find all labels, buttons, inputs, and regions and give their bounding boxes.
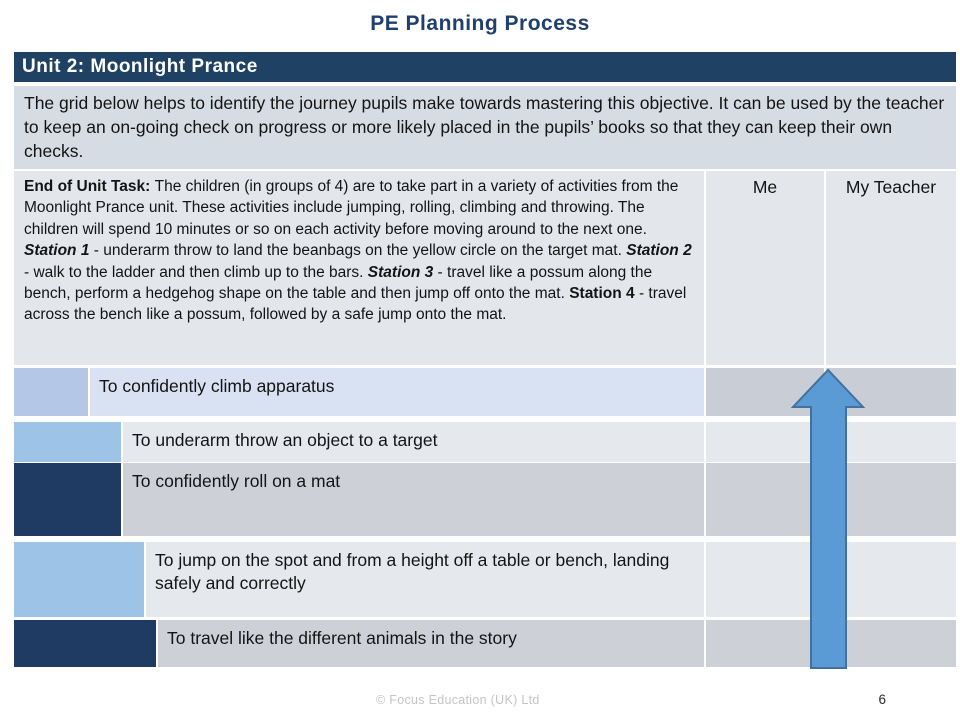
column-header-my-teacher: My Teacher <box>826 171 956 365</box>
objective-level-block <box>14 463 121 536</box>
objective-row <box>14 422 956 462</box>
task-text-segment: The children (in groups of 4) are to take part in a variety of activities from the Moonlight Prance unit. These activities include jumping, rolling, climbing and throwing. The children will spend 10 minutes or so on each activity before moving around to the next one. <box>24 178 679 238</box>
objective-text: To confidently climb apparatus <box>99 376 335 396</box>
objective-level-block <box>14 368 88 416</box>
task-text-segment: - travel like a possum along the bench, perform a hedgehog shape on the table and then jump off onto the mat. <box>24 263 653 303</box>
objective-my-teacher-cell <box>826 368 956 416</box>
objective-me-cell <box>706 620 824 667</box>
end-of-unit-task-cell <box>14 171 704 365</box>
objective-level-block <box>14 620 156 667</box>
objective-level-block <box>14 542 144 617</box>
page-title: PE Planning Process <box>370 12 590 35</box>
task-text-segment: End of Unit Task: <box>24 178 155 195</box>
page-number: 6 <box>878 692 886 707</box>
grid-header-row <box>14 171 956 365</box>
objective-row <box>14 620 956 667</box>
objective-text: To confidently roll on a mat <box>132 471 341 491</box>
objective-text: To underarm throw an object to a target <box>132 430 438 450</box>
copyright: © Focus Education (UK) Ltd <box>376 693 540 707</box>
objective-text-cell <box>90 368 704 416</box>
objective-my-teacher-cell <box>826 422 956 462</box>
objective-my-teacher-cell <box>826 463 956 536</box>
objective-my-teacher-cell <box>826 620 956 667</box>
objective-me-cell <box>706 368 824 416</box>
objective-row <box>14 368 956 416</box>
objective-text-cell <box>158 620 704 667</box>
objective-level-block <box>14 422 121 462</box>
task-text-segment: - travel across the bench like a possum, followed by a safe jump onto the mat. <box>24 285 687 324</box>
column-header-me: Me <box>706 171 824 365</box>
objective-my-teacher-cell <box>826 542 956 617</box>
objective-text-cell <box>123 422 704 462</box>
objective-text-cell <box>123 463 704 536</box>
objective-text: To travel like the different animals in the story <box>167 628 517 648</box>
task-text-segment: - underarm throw to land the beanbags on the yellow circle on the target mat. <box>89 242 627 260</box>
unit-title: Unit 2: Moonlight Prance <box>22 56 258 77</box>
objectives-grid <box>14 368 956 667</box>
objective-me-cell <box>706 422 824 462</box>
task-text-segment: Station 3 <box>367 263 434 281</box>
unit-title-bar <box>14 52 956 82</box>
slide-content <box>14 52 956 667</box>
intro-text: The grid below helps to identify the journey pupils make towards mastering this objective. It can be used by the teacher to keep an on-going check on progress or more likely placed in the pupils’ books so that they can keep their own checks. <box>14 86 956 169</box>
objective-text-cell <box>146 542 704 617</box>
objective-me-cell <box>706 542 824 617</box>
objective-text: To jump on the spot and from a height off a table or bench, landing safely and correctly <box>155 550 670 593</box>
task-text-segment: - walk to the ladder and then climb up to the bars. <box>24 263 368 281</box>
objective-row <box>14 463 956 536</box>
task-text-segment: Station 4 <box>569 285 635 303</box>
task-text-segment: Station 1 <box>24 242 90 260</box>
task-text-segment: Station 2 <box>626 242 692 260</box>
objective-me-cell <box>706 463 824 536</box>
objective-row <box>14 542 956 617</box>
